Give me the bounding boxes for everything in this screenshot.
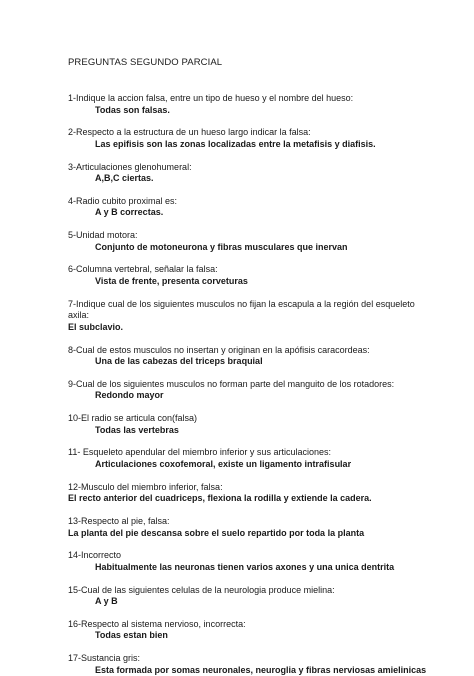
- answer-text: Articulaciones coxofemoral, existe un ligamento intrafisular: [95, 458, 352, 469]
- question-text: 7-Indique cual de los siguientes musculos no fijan la escapula a la región del esqueleto axila:: [68, 298, 415, 321]
- question-text: 10-El radio se articula con(falsa): [68, 413, 198, 424]
- question-text: 17-Sustancia gris:: [68, 653, 141, 664]
- question-item-17: [68, 653, 434, 676]
- question-text: 9-Cual de los siguientes musculos no forman parte del manguito de los rotadores:: [68, 378, 395, 389]
- answer-text: Conjunto de motoneurona y fibras musculares que inervan: [95, 241, 348, 252]
- question-item-9: [68, 379, 434, 402]
- question-text: 8-Cual de estos musculos no insertan y originan en la apófisis caracordeas:: [68, 344, 370, 355]
- answer-text: Habitualmente las neuronas tienen varios axones y una unica dentrita: [95, 561, 395, 572]
- question-item-12: [68, 482, 434, 505]
- question-text: 3-Articulaciones glenohumeral:: [68, 161, 192, 172]
- question-text: 14-Incorrecto: [68, 550, 122, 561]
- answer-text: Vista de frente, presenta corveturas: [95, 275, 248, 286]
- question-text: 1-Indique la accion falsa, entre un tipo de hueso y el nombre del hueso:: [68, 93, 354, 103]
- question-item-1: [68, 93, 434, 116]
- question-item-13: [68, 516, 434, 539]
- answer-text: La planta del pie descansa sobre el suelo repartido por toda la planta: [68, 527, 365, 538]
- question-item-10: [68, 413, 434, 436]
- answer-text: A y B correctas.: [95, 207, 164, 218]
- question-text: 2-Respecto a la estructura de un hueso largo indicar la falsa:: [68, 127, 311, 138]
- question-item-15: [68, 585, 434, 608]
- question-item-7: [68, 299, 434, 334]
- question-text: 15-Cual de las siguientes celulas de la neurologia produce mielina:: [68, 584, 335, 595]
- question-item-4: [68, 196, 434, 219]
- answer-text: Esta formada por somas neuronales, neuroglia y fibras nerviosas amielinicas: [95, 664, 427, 675]
- answer-text: Redondo mayor: [95, 390, 164, 401]
- question-item-14: [68, 550, 434, 573]
- question-item-5: [68, 230, 434, 253]
- question-text: 11- Esqueleto apendular del miembro inferior y sus articulaciones:: [68, 447, 331, 458]
- question-item-8: [68, 345, 434, 368]
- question-item-6: [68, 264, 434, 287]
- question-text: 4-Radio cubito proximal es:: [68, 195, 178, 206]
- question-item-2: [68, 127, 434, 150]
- answer-text: Una de las cabezas del triceps braquial: [95, 356, 263, 367]
- question-item-16: [68, 619, 434, 642]
- question-text: 16-Respecto al sistema nervioso, incorrecta:: [68, 618, 246, 629]
- answer-text: Todas son falsas.: [95, 104, 170, 115]
- question-text: 12-Musculo del miembro inferior, falsa:: [68, 481, 223, 492]
- question-text: 13-Respecto al pie, falsa:: [68, 516, 170, 527]
- question-text: 5-Unidad motora:: [68, 230, 138, 241]
- answer-text: El recto anterior del cuadriceps, flexiona la rodilla y extiende la cadera.: [68, 493, 372, 504]
- page-title: PREGUNTAS SEGUNDO PARCIAL: [68, 57, 223, 68]
- question-item-11: [68, 447, 434, 470]
- question-text: 6-Columna vertebral, señalar la falsa:: [68, 264, 218, 275]
- answer-text: El subclavio.: [68, 321, 124, 332]
- answer-text: Las epifisis son las zonas localizadas entre la metafisis y diafisis.: [95, 138, 376, 149]
- answer-text: Todas las vertebras: [95, 424, 179, 435]
- answer-text: A y B: [95, 596, 118, 607]
- question-item-3: [68, 162, 434, 185]
- answer-text: Todas estan bien: [95, 630, 168, 641]
- answer-text: A,B,C ciertas.: [95, 173, 154, 184]
